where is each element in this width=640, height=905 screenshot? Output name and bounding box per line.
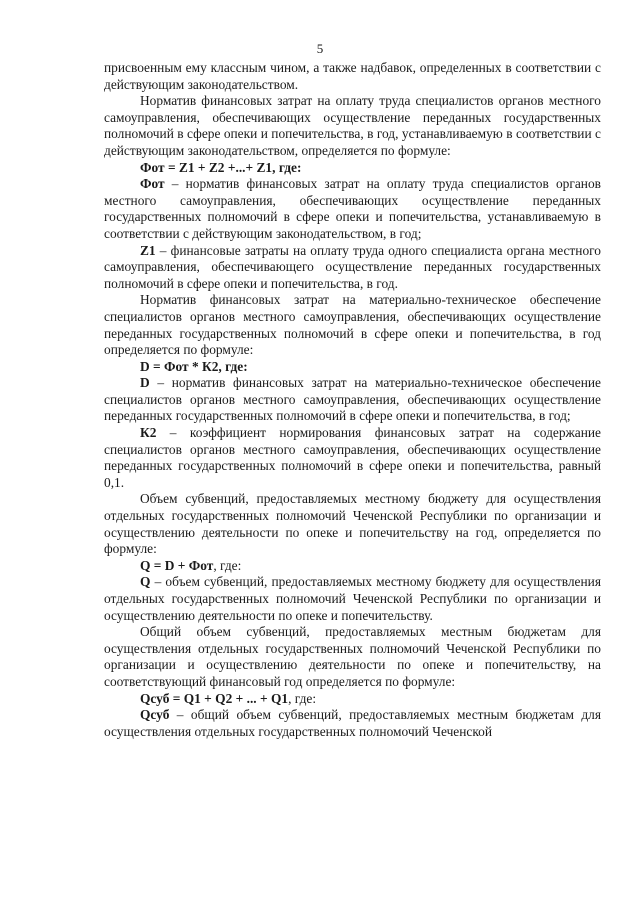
definition-term: Z1 [140,242,156,258]
document-body [104,60,601,740]
formula-d [104,359,601,376]
definition-text: – финансовые затраты на оплату труда одного специалиста органа местного самоуправления, обеспечивающего осуществление переданных государственных полномочий в сфере опеки и попечительства, в год. [104,242,601,291]
paragraph-subvention-volume [104,491,601,557]
paragraph-salary-norm [104,93,601,159]
definition-text: – общий объем субвенций, предоставляемых местным бюджетам для осуществления отдельных государственных полномочий Чеченской [104,707,601,739]
formula-text: D = Фот * К2, где: [140,358,248,374]
definition-qsub [104,707,601,740]
definition-z1 [104,243,601,293]
paragraph-text: Объем субвенций, предоставляемых местному бюджету для осуществления отдельных государственных полномочий Чеченской Республики по организации и осуществлению деятельности по опеке и попечительству на год, определяется по формуле: [104,491,601,557]
definition-k2 [104,425,601,491]
paragraph-text: Норматив финансовых затрат на оплату труда специалистов органов местного самоуправления, обеспечивающих осуществление переданных государственных полномочий в сфере опеки и попечительства, в год, устанавливаемую в соответствии с действующим законодательством, определяется по формуле: [104,93,601,158]
definition-text: – норматив финансовых затрат на материально-техническое обеспечение специалистов органов местного самоуправления, обеспечивающих осуществление переданных государственных полномочий в сфере опеки и попечительства, в год; [104,375,601,424]
formula-text: Фот = Z1 + Z2 +...+ Z1, где: [140,159,302,175]
definition-text: – объем субвенций, предоставляемых местному бюджету для осуществления отдельных государственных полномочий Чеченской Республики по организации и осуществлению деятельности по опеке и попечительству. [104,574,601,623]
definition-term: К2 [140,425,157,441]
definition-text: – коэффициент нормирования финансовых затрат на содержание специалистов органов местного самоуправления, обеспечивающих осуществление переданных государственных полномочий в сфере опеки и попечительства, равный 0,1. [104,425,601,490]
formula-text: Qсуб = Q1 + Q2 + ... + Q1 [140,690,289,706]
paragraph-material-norm [104,292,601,358]
page-number: 5 [316,41,324,56]
formula-suffix: , где: [288,690,317,706]
definition-fot [104,176,601,242]
definition-q [104,574,601,624]
formula-fot [104,160,601,177]
definition-d [104,375,601,425]
paragraph-continuation [104,60,601,93]
definition-text: – норматив финансовых затрат на оплату труда специалистов органов местного самоуправления, обеспечивающих осуществление переданных государственных полномочий в сфере опеки и попечительства, устанавливаемую в соответствии с действующим законодательством, в год; [104,176,601,241]
definition-term: Q [140,574,151,590]
formula-qsub [104,691,601,708]
paragraph-text: присвоенным ему классным чином, а также надбавок, определенных в соответствии с действующим законодательством. [104,60,601,92]
formula-text: Q = D + Фот [140,557,214,573]
paragraph-text: Общий объем субвенций, предоставляемых местным бюджетам для осуществления отдельных государственных полномочий Чеченской Республики по организации и осуществлению деятельности по опеке и попечительству, на соответствующий финансовый год определяется по формуле: [104,624,601,689]
definition-term: Qсуб [140,707,170,723]
paragraph-text: Норматив финансовых затрат на материально-техническое обеспечение специалистов органов местного самоуправления, обеспечивающих осуществление переданных государственных полномочий в сфере опеки и попечительства, в год определяется по формуле: [104,292,601,358]
paragraph-total-subvention [104,624,601,690]
definition-term: Фот [140,176,165,192]
formula-suffix: , где: [213,557,242,573]
definition-term: D [140,375,150,391]
formula-q [104,558,601,575]
